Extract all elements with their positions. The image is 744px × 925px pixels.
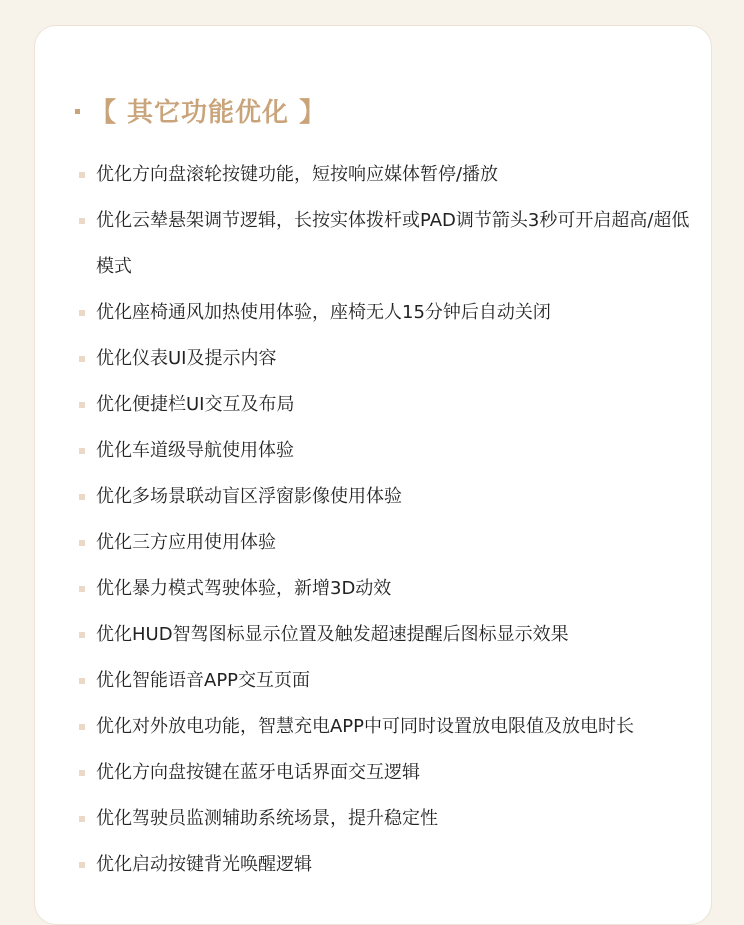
list-item-text: 优化云辇悬架调节逻辑，长按实体拨杆或PAD调节箭头3秒可开启超高/超低模式 (96, 210, 690, 277)
square-bullet-icon (79, 724, 85, 730)
list-item (79, 796, 699, 842)
section-title: 【 其它功能优化 】 (90, 97, 327, 128)
list-item (79, 704, 699, 750)
square-bullet-icon (79, 356, 85, 362)
square-bullet-icon (79, 494, 85, 500)
square-bullet-icon (79, 816, 85, 822)
list-item (79, 336, 699, 382)
list-item (79, 198, 699, 290)
list-item-text: 优化多场景联动盲区浮窗影像使用体验 (96, 486, 402, 507)
list-item-text: 优化对外放电功能，智慧充电APP中可同时设置放电限值及放电时长 (96, 716, 635, 737)
square-bullet-icon (79, 402, 85, 408)
list-item (79, 428, 699, 474)
feature-list (79, 152, 699, 888)
list-item-text: 优化车道级导航使用体验 (96, 440, 294, 461)
square-bullet-icon (79, 172, 85, 178)
list-item-text: 优化驾驶员监测辅助系统场景，提升稳定性 (96, 808, 438, 829)
square-bullet-icon (79, 862, 85, 868)
list-item-text: 优化三方应用使用体验 (96, 532, 276, 553)
list-item-text: 优化智能语音APP交互页面 (96, 670, 311, 691)
square-bullet-icon (79, 448, 85, 454)
list-item (79, 382, 699, 428)
list-item-text: 优化仪表UI及提示内容 (96, 348, 277, 369)
square-bullet-icon (79, 632, 85, 638)
list-item (79, 658, 699, 704)
list-item-text: 优化便捷栏UI交互及布局 (96, 394, 295, 415)
list-item-text: 优化方向盘滚轮按键功能，短按响应媒体暂停/播放 (96, 164, 499, 185)
list-item (79, 474, 699, 520)
list-item (79, 520, 699, 566)
list-item-text: 优化HUD智驾图标显示位置及触发超速提醒后图标显示效果 (96, 624, 569, 645)
square-bullet-icon (79, 218, 85, 224)
square-bullet-icon (79, 310, 85, 316)
list-item (79, 842, 699, 888)
section-header (75, 90, 326, 130)
list-item-text: 优化座椅通风加热使用体验，座椅无人15分钟后自动关闭 (96, 302, 551, 323)
list-item-text: 优化启动按键背光唤醒逻辑 (96, 854, 312, 875)
list-item (79, 152, 699, 198)
square-bullet-icon (79, 770, 85, 776)
feature-card (34, 25, 712, 925)
list-item (79, 566, 699, 612)
list-item (79, 612, 699, 658)
square-bullet-icon (79, 586, 85, 592)
square-bullet-icon (79, 540, 85, 546)
list-item-text: 优化方向盘按键在蓝牙电话界面交互逻辑 (96, 762, 420, 783)
square-bullet-icon (79, 678, 85, 684)
list-item (79, 290, 699, 336)
title-dot-icon (75, 109, 80, 114)
list-item (79, 750, 699, 796)
list-item-text: 优化暴力模式驾驶体验，新增3D动效 (96, 578, 392, 599)
